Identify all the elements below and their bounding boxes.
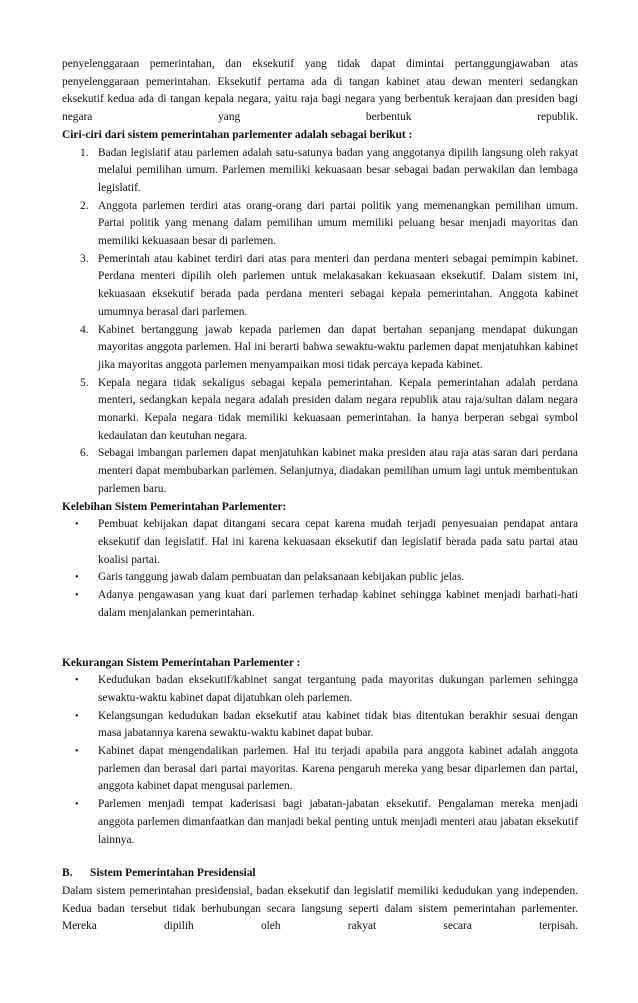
list-item <box>62 796 578 849</box>
bullet-icon: • <box>75 590 79 602</box>
list-item-text: Kelangsungan kedudukan badan eksekutif atau kabinet tidak bias ditentukan berakhir sesuai dengan masa jabatannya karena sewaktu-waktu kabinet dapat bubar. <box>98 709 578 740</box>
list-item-text: Sebagai imbangan parlemen dapat menjatuhkan kabinet maka presiden atau raja atas saran dari perdana menteri dapat membubarkan parlemen. Selanjutnya, diadakan pemilihan umum lagi untuk membentukan parlemen baru. <box>98 447 578 495</box>
list-item-text: Anggota parlemen terdiri atas orang-orang dari partai politik yang memenangkan pemilihan umum. Partai politik yang menang dalam pemilihan umum memiliki peluang besar menjadi mayoritas dan memiliki kekuasaan besar di parlemen. <box>98 199 578 248</box>
list-item-text: Kedudukan badan eksekutif/kabinet sangat tergantung pada mayoritas dukungan parlemen sehingga sewaktu-waktu kabinet dapat dijatuhkan oleh parlemen. <box>98 674 578 704</box>
section-title: Sistem Pemerintahan Presidensial <box>90 867 256 880</box>
ciri-heading: Ciri-ciri dari sistem pemerintahan parlementer adalah sebagai berikut : <box>62 128 413 141</box>
bullet-icon: • <box>75 746 79 758</box>
section-b-paragraph: Dalam sistem pemerintahan presidensial, badan eksekutif dan legislatif memiliki kedudukan yang independen. Kedua badan tersebut tidak berhubungan secara langsung seperti dalam sistem pemerintahan parlementer. Mereka dipilih oleh rakyat secara terpisah. <box>62 884 578 933</box>
list-item <box>62 145 578 198</box>
kekurangan-heading: Kekurangan Sistem Pemerintahan Parlementer : <box>62 656 301 669</box>
spacer <box>62 849 578 865</box>
list-item <box>62 672 578 707</box>
ciri-list <box>62 145 578 499</box>
list-item <box>62 516 578 569</box>
list-item <box>62 198 578 251</box>
section-b-heading <box>62 865 578 883</box>
list-item <box>62 251 578 322</box>
list-number: 4. <box>80 323 89 336</box>
kekurangan-list <box>62 672 578 849</box>
list-item-text: Adanya pengawasan yang kuat dari parlemen terhadap kabinet sehingga kabinet menjadi barhati-hati dalam menjalankan pemerintahan. <box>98 589 578 619</box>
list-item <box>62 375 578 446</box>
list-number: 6. <box>80 447 89 460</box>
list-item-text: Badan legislatif atau parlemen adalah satu-satunya badan yang anggotanya dipilih langsung oleh rakyat melalui pemilihan umum. Parlemen memiliki kekuasaan besar sebagai badan perwakilan dan lembaga legislatif. <box>98 146 578 194</box>
spacer <box>62 623 578 655</box>
document-page <box>62 56 578 936</box>
bullet-icon: • <box>75 710 79 722</box>
intro-paragraph: penyelenggaraan pemerintahan, dan eksekutif yang tidak dapat dimintai pertanggungjawaban atas penyelenggaraan pemerintahan. Eksekutif pertama ada di tangan kabinet atau dewan menteri sedangkan eksekutif kedua ada di tangan kepala negara, yaitu raja bagi negara yang berbentuk kerajaan dan presiden bagi negara yang berbentuk republik. <box>62 58 578 124</box>
kelebihan-heading: Kelebihan Sistem Pemerintahan Parlementer: <box>62 500 287 513</box>
list-number: 2. <box>80 199 89 212</box>
list-item-text: Kepala negara tidak sekaligus sebagai kepala pemerintahan. Kepala pemerintahan adalah perdana menteri, sedangkan kepala negara adalah presiden dalam negara republik atau raja/sultan dalam negara monarki. Kepala negara tidak memiliki kekuasaan pemerintahan. Ia hanya berperan sebgai symbol kedaulatan dan keutuhan negara. <box>98 376 578 442</box>
bullet-icon: • <box>75 519 79 531</box>
list-item <box>62 743 578 796</box>
list-item <box>62 587 578 622</box>
list-item-text: Pemerintah atau kabinet terdiri dari atas para menteri dan perdana menteri sebagai pemimpin kabinet. Perdana menteri dipilih oleh parlemen untuk melakasakan kekuasaan eksekutif. Dalam sistem ini, kekuasaan eksekutif berada pada perdana menteri sebagai kepala pemerintahan. Anggota kabinet umumnya berasal dari parlemen. <box>98 252 578 318</box>
list-item-text: Kabinet bertanggung jawab kepada parlemen dan dapat bertahan sepanjang mendapat dukungan mayoritas anggota parlemen. Hal ini berarti bahwa sewaktu-waktu parlemen dapat menjatuhkan kabinet jika mayoritas anggota parlemen menyampaikan mosi tidak percaya kepada kabinet. <box>98 323 578 371</box>
section-letter: B. <box>62 867 73 880</box>
list-number: 3. <box>80 252 89 265</box>
bullet-icon: • <box>75 799 79 811</box>
list-item-text: Garis tanggung jawab dalam pembuatan dan pelaksanaan kebijakan public jelas. <box>98 571 465 584</box>
list-item-text: Kabinet dapat mengendalikan parlemen. Hal itu terjadi apabila para anggota kabinet adalah anggota parlemen dan berasal dari partai mayoritas. Karena pengaruh mereka yang besar diparlemen dan partai, anggota kabinet dapat mengusai parlemen. <box>98 745 578 793</box>
list-item <box>62 569 578 587</box>
list-item-text: Parlemen menjadi tempat kaderisasi bagi jabatan-jabatan eksekutif. Pengalaman mereka menjadi anggota parlemen dimanfaatkan dan manjadi bekal penting untuk menjadi menteri atau jabatan eksekutif lainnya. <box>98 798 578 846</box>
list-number: 5. <box>80 376 89 389</box>
bullet-icon: • <box>75 675 79 687</box>
bullet-icon: • <box>75 572 79 584</box>
list-item <box>62 708 578 743</box>
kelebihan-list <box>62 516 578 622</box>
list-item <box>62 322 578 375</box>
list-item-text: Pembuat kebijakan dapat ditangani secara cepat karena mudah terjadi penyesuaian pendapat antara eksekutif dan legislatif. Hal ini karena kekuasaan eksekutif dan legislatif berada pada satu partai atau koalisi partai. <box>98 518 578 566</box>
list-item <box>62 445 578 498</box>
list-number: 1. <box>80 146 89 159</box>
